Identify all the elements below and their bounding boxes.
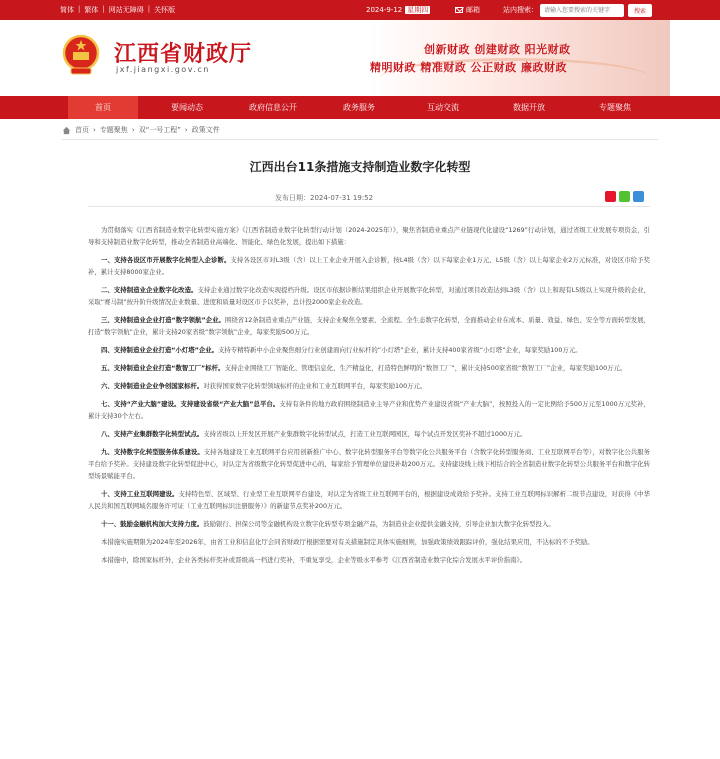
article-paragraph [88,488,650,512]
paragraph-text: 支持省级以上开发区开展产业集群数字化转型试点，打造工业互联网园区，每个试点开发区奖补不超过1000万元。 [203,430,527,438]
date-text: 2024-9-12 [366,6,403,14]
banner-slogan-1: 创新财政 创建财政 阳光财政 [424,43,571,56]
article-paragraph [88,446,650,482]
paragraph-lead: 八、支持产业集群数字化转型试点。 [101,430,204,438]
paragraph-text: 为贯彻落实《江西省制造业数字化转型实施方案》《江西省制造业数字化转型行动计划（2024-2025年）》，聚焦省制造业重点产业链现代化建设“1269”行动计划，通过省级工业发展专项资金，引导和支持制造业数字化转型，推动全省制造业高端化、智能化、绿色化发展，提出如下措施： [88,226,650,246]
article-paragraph [88,380,650,392]
weekday-badge: 星期四 [407,6,429,14]
paragraph-lead: 五、支持制造业企业打造“数智工厂”标杆。 [101,364,225,372]
more-share-icon[interactable] [633,191,644,202]
separator: | [147,5,151,13]
nav-item-interaction[interactable]: 互动交流 [427,103,459,112]
article-paragraph [88,554,650,566]
article-paragraph [88,398,650,422]
article-title: 江西出台11条措施支持制造业数字化转型 [249,160,471,174]
paragraph-text: 对获得国家数字化转型领域标杆的企业和工业互联网平台，每家奖励100万元。 [203,382,427,390]
paragraph-text: 围绕省12条制造业重点产业链，支持企业聚焦全要素、全流程、全生态数字化转型，全面推动企业在成本、质量、效益、绿色、安全等方面转型发展，打造“数字领航”企业，累计支持20家省级“数字领航”企业，每家奖励500万元。 [88,316,650,336]
breadcrumb-separator: › [93,126,96,134]
divider [62,139,658,140]
search-button[interactable]: 搜索 [628,4,652,17]
article-paragraph [88,224,650,248]
paragraph-text: 支持各地建设工业互联网平台应用创新推广中心、数字化转型服务平台等数字化公共服务平台（含数字化转型服务商、工业互联网平台等），对数字化公共服务平台给予奖补。支持建设数字化转型促进中心，对认定为省级数字化转型促进中心的，每家给予管理单位建设补助200万元。支持建设线上线下相结合的全省制造业数字化转型公共服务平台和数字化转型场景赋能平台。 [88,448,651,480]
wechat-share-icon[interactable] [619,191,630,202]
article-paragraph [88,344,650,356]
paragraph-text: 支持企业通过数字化改造实现提档升级。设区市依据诊断结果组织企业开展数字化转型，对通过项目改造达到L3级（含）以上和现有L5级以上实现升级的企业，采取“赛马制”按升阶升级情况企业数量、进度和质量对设区市予以奖补，总计投2000家企业改造。 [88,286,650,306]
paragraph-text: 本措施中，除国家标杆外，企业各类标杆奖补或晋级高一档进行奖补，不重复享受，企业等级水平参考《江西省制造业数字化综合发展水平评价指南》。 [101,556,526,564]
article-paragraph [88,428,650,440]
mail-label: 邮箱 [466,6,480,14]
article-paragraph [88,284,650,308]
paragraph-text: 支持专精特新中小企业聚焦细分行业创建面向行业标杆的“小灯塔”企业，累计支持400家省级“小灯塔”企业，每家奖励100万元。 [218,346,582,354]
site-header [0,20,720,96]
language-links [60,5,175,15]
article-paragraph [88,254,650,278]
main-nav [0,96,720,119]
article-body [88,224,650,572]
national-emblem-icon [61,34,101,76]
paragraph-text: 支持企业围绕工厂智能化、管理信息化、生产精益化，打造特色鲜明的“数智工厂”，累计支持500家省级“数智工厂”企业，每家奖励100万元。 [224,364,627,372]
article-paragraph [88,536,650,548]
paragraph-lead: 四、支持制造业企业打造“小灯塔”企业。 [101,346,219,354]
breadcrumb-topics[interactable]: 专题聚焦 [99,126,128,134]
nav-item-home[interactable]: 首页 [68,96,138,119]
article-paragraph [88,362,650,374]
breadcrumb-home[interactable]: 首页 [75,126,89,134]
paragraph-lead: 九、支持数字化转型服务体系建设。 [101,448,204,456]
paragraph-lead: 二、支持制造业企业数字化改造。 [101,286,198,294]
top-utility-bar [0,0,720,20]
search-label: 站内搜索： [503,6,538,14]
paragraph-lead: 十、支持工业互联网建设。 [101,490,179,498]
accessibility-link[interactable]: 网站无障碍 [108,6,144,14]
weibo-share-icon[interactable] [605,191,616,202]
nav-item-topics[interactable]: 专题聚焦 [599,103,631,112]
banner-slogan-2: 精明财政 精准财政 公正财政 廉政财政 [370,61,567,74]
paragraph-lead: 七、支持“产业大脑”建设。支持建设省级“产业大脑”总平台。 [101,400,280,408]
divider [88,206,650,207]
nav-item-services[interactable]: 政务服务 [343,103,375,112]
breadcrumb [62,125,220,135]
article-paragraph [88,518,650,530]
paragraph-lead: 十一、鼓励金融机构加大支持力度。 [101,520,204,528]
traditional-link[interactable]: 繁体 [84,6,99,14]
breadcrumb-policy[interactable]: 政策文件 [191,126,220,134]
paragraph-text: 支持有条件的地方政府围绕制造业主导产业和优势产业建设省级“产业大脑”，按照投入的一定比例给予500万元至1000万元奖补，累计支持30个左右。 [88,400,650,420]
paragraph-lead: 六、支持制造业企业争创国家标杆。 [101,382,204,390]
home-icon [62,126,71,135]
site-domain: jxf.jiangxi.gov.cn [116,65,210,74]
site-name: 江西省财政厅 [114,41,253,67]
publish-date: 发布日期：2024-07-31 19:52 [275,194,374,202]
separator: | [78,5,81,13]
mail-link[interactable] [455,5,480,15]
paragraph-text: 本措施实施期限为2024年至2026年，由省工业和信息化厅会同省财政厅根据需要对有关措施制定具体实施细则，加强政策绩效跟踪评价，强化结果应用，不达标的不予奖励。 [101,538,594,546]
search-input[interactable] [540,4,624,17]
header-banner [370,20,670,96]
elder-mode-link[interactable]: 关怀版 [154,6,176,14]
paragraph-text: 支持特色型、区域型、行业型工业互联网平台建设，对认定为省级工业互联网平台的，根据建设成效给予奖补。支持工业互联网标识解析二级节点建设，对获得《中华人民共和国互联网域名服务许可证（工业互联网标识注册服务）》的新建节点奖补200万元。 [88,490,650,510]
breadcrumb-separator: › [184,126,188,134]
paragraph-lead: 三、支持制造业企业打造“数字领航”企业。 [101,316,225,324]
current-date [366,5,430,15]
nav-item-info-disclosure[interactable]: 政府信息公开 [249,103,297,112]
simplified-link[interactable]: 简体 [60,6,74,14]
nav-item-news[interactable]: 要闻动态 [171,103,203,112]
paragraph-lead: 一、支持各设区市开展数字化转型入企诊断。 [101,256,231,264]
paragraph-text: 支持各设区市对L3级（含）以上工业企业开展入企诊断，按L4级（含）以下每家企业1万元、L5级（含）以上每家企业2万元标准，对设区市给予奖补，累计支持8000家企业。 [88,256,650,276]
share-buttons [605,191,644,202]
paragraph-text: 鼓励银行、担保公司等金融机构设立数字化转型专项金融产品，为制造业企业提供金融支持，引导企业加大数字化转型投入。 [203,520,555,528]
breadcrumb-project[interactable]: 双“一号工程” [138,126,181,134]
separator: | [102,5,105,13]
nav-item-open-data[interactable]: 数据开放 [513,103,545,112]
mail-icon [455,7,463,13]
breadcrumb-separator: › [131,126,135,134]
article-paragraph [88,314,650,338]
